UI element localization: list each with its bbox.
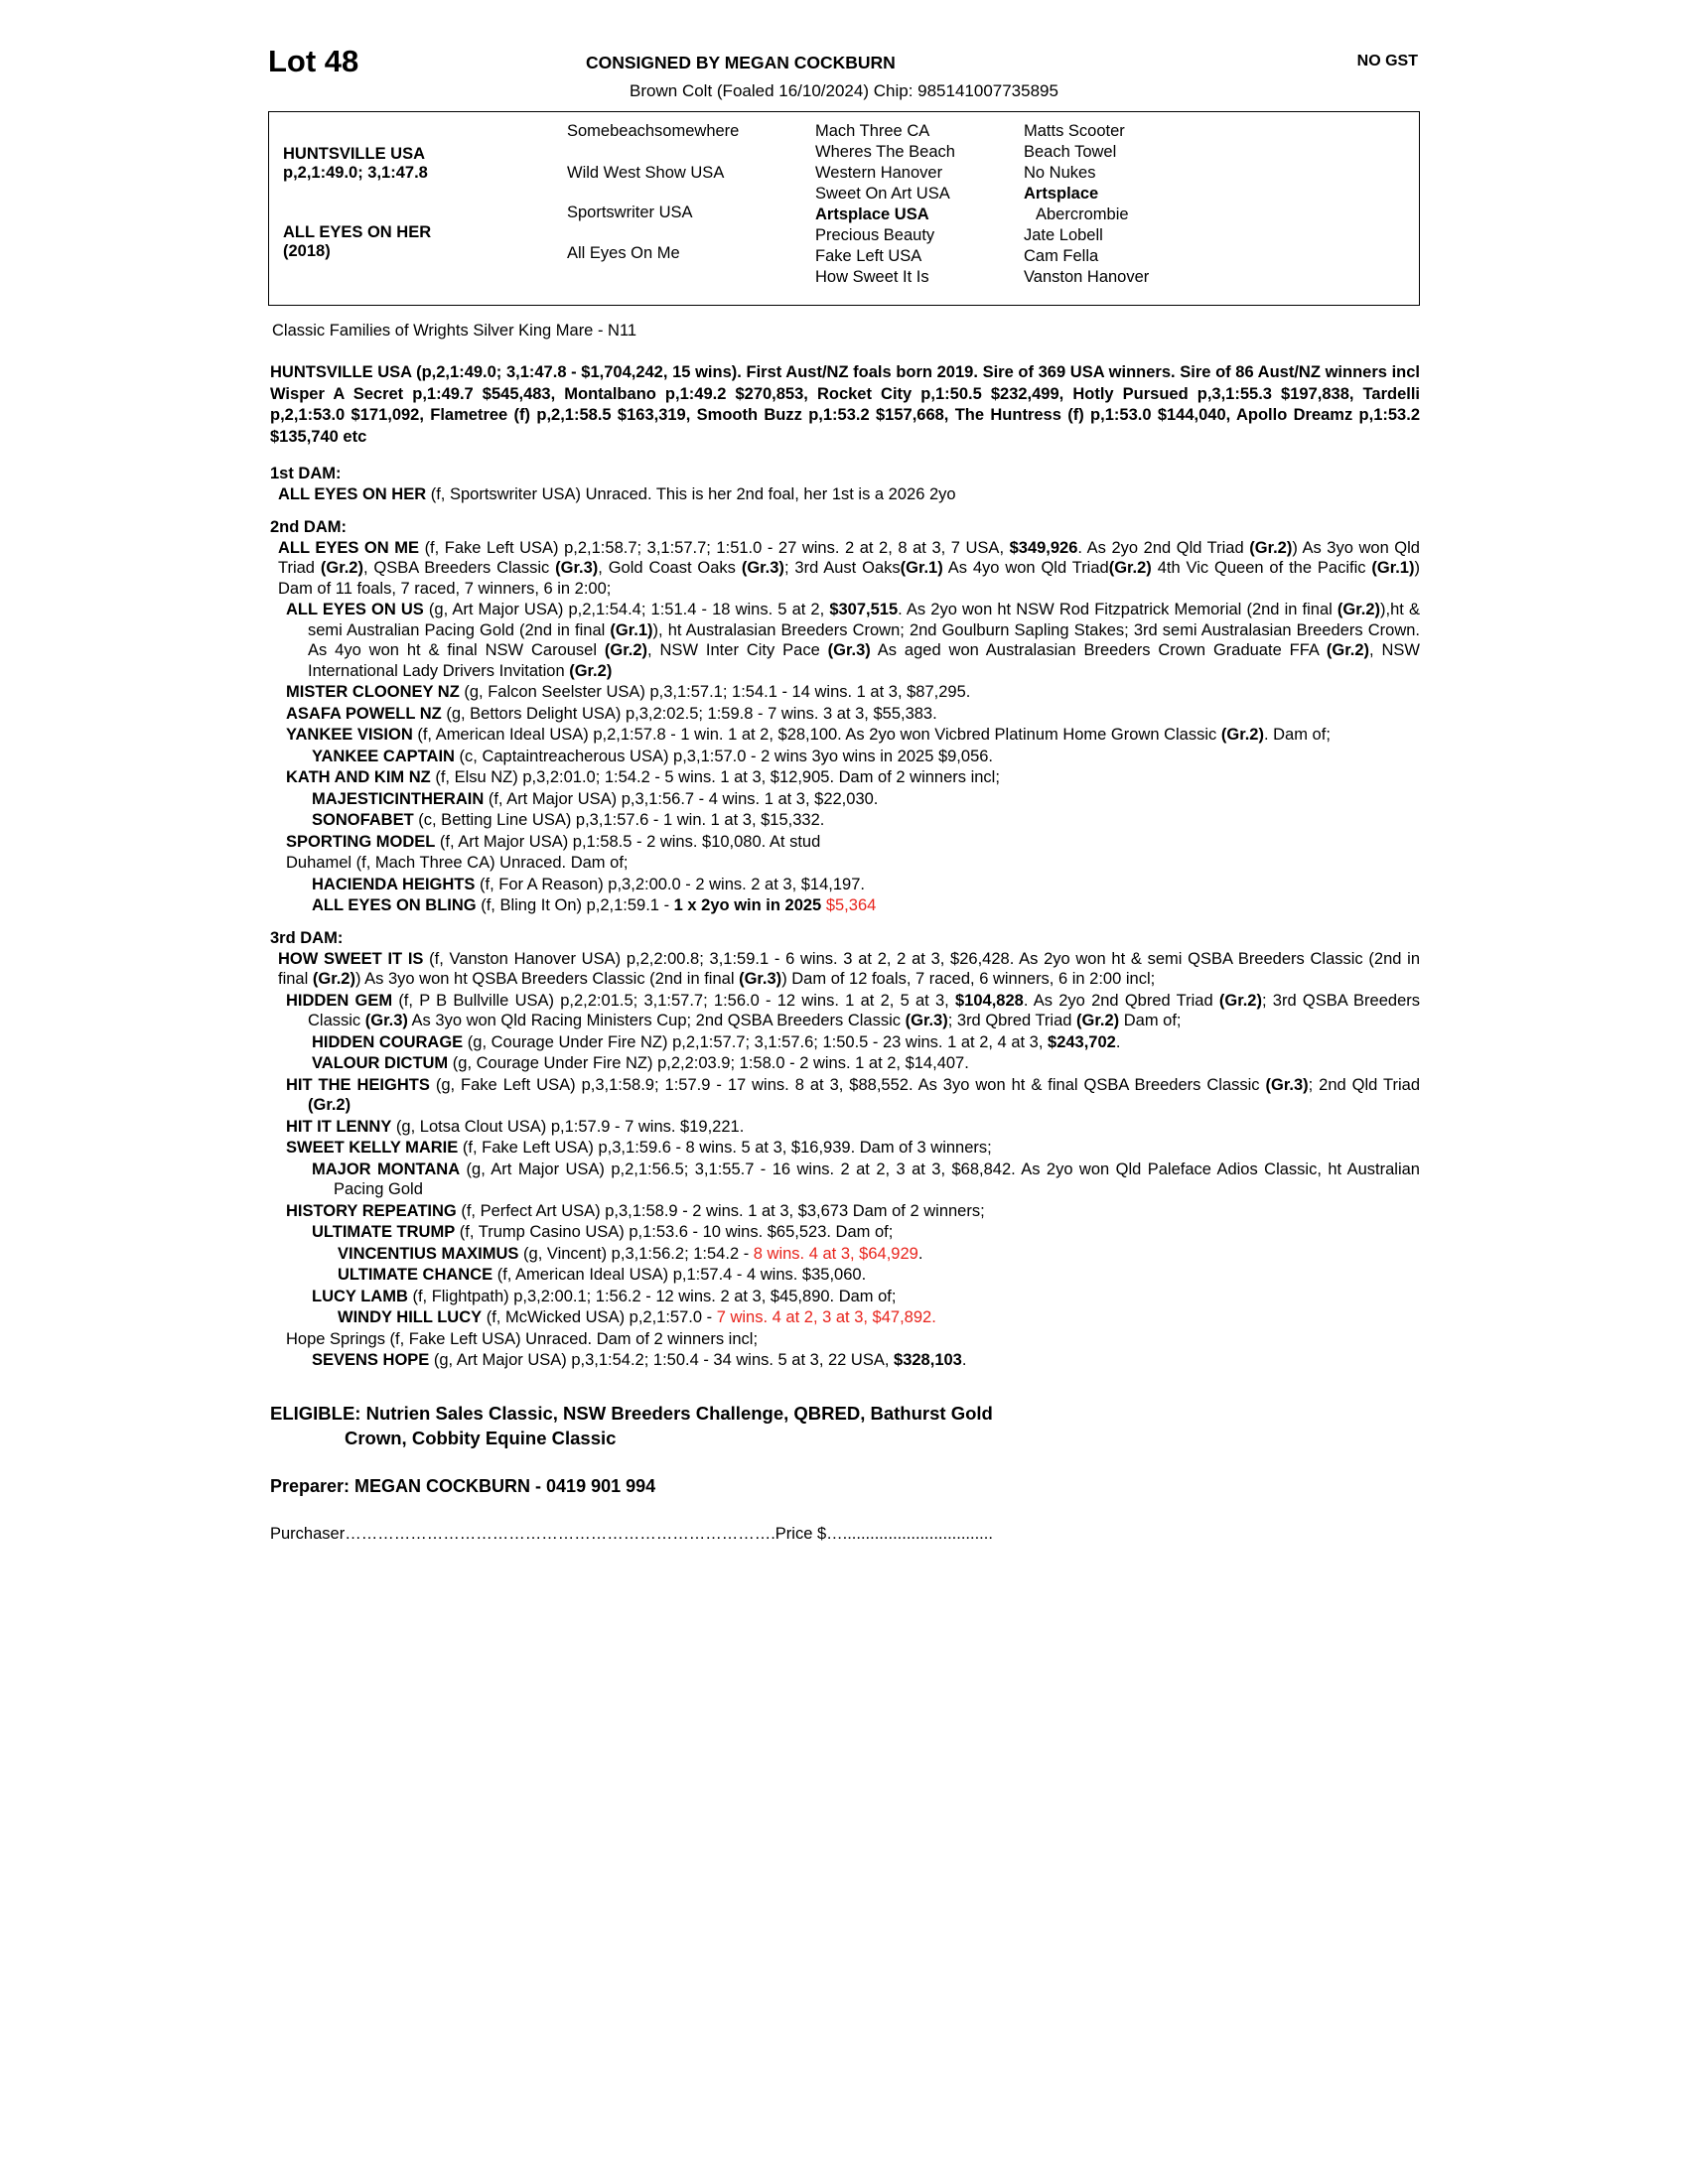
second-dam-entry: KATH AND KIM NZ (f, Elsu NZ) p,3,2:01.0; 1:54.2 - 5 wins. 1 at 3, $12,905. Dam of 2 winners incl; [286, 768, 1000, 786]
second-dam-entry: YANKEE CAPTAIN (c, Captaintreacherous USA) p,3,1:57.0 - 2 wins 3yo wins in 2025 $9,056. [312, 747, 994, 765]
third-dam-list [268, 949, 1420, 1371]
g4-2: Beach Towel [1024, 143, 1117, 161]
dam-name: ALL EYES ON HER [283, 223, 432, 241]
third-dam-entry: VINCENTIUS MAXIMUS (g, Vincent) p,3,1:56.2; 1:54.2 - 8 wins. 4 at 3, $64,929. [338, 1244, 923, 1263]
pedigree-box [268, 111, 1420, 306]
third-dam-entry: HISTORY REPEATING (f, Perfect Art USA) p,3,1:58.9 - 2 wins. 1 at 3, $3,673 Dam of 2 winners; [286, 1201, 985, 1220]
g3-1: Mach Three CA [815, 122, 930, 140]
second-dam-entry: Duhamel (f, Mach Three CA) Unraced. Dam of; [286, 854, 629, 872]
second-dam-list [268, 538, 1420, 916]
g4-3: No Nukes [1024, 164, 1096, 182]
preparer-line: Preparer: MEGAN COCKBURN - 0419 901 994 [270, 1475, 656, 1496]
g4-7: Cam Fella [1024, 247, 1099, 265]
consignor-line: CONSIGNED BY MEGAN COCKBURN [586, 53, 896, 72]
second-dam-entry: HACIENDA HEIGHTS (f, For A Reason) p,3,2:00.0 - 2 wins. 2 at 3, $14,197. [312, 875, 865, 893]
third-dam-entry: SEVENS HOPE (g, Art Major USA) p,3,1:54.2; 1:50.4 - 34 wins. 5 at 3, 22 USA, $328,103. [312, 1351, 967, 1369]
eligible-line-2: Crown, Cobbity Equine Classic [345, 1427, 617, 1448]
g4-4: Artsplace [1024, 185, 1099, 203]
third-dam-entry: VALOUR DICTUM (g, Courage Under Fire NZ) p,2,2:03.9; 1:58.0 - 2 wins. 1 at 2, $14,407. [312, 1054, 969, 1072]
lot-number: Lot 48 [268, 44, 359, 78]
third-dam-heading: 3rd DAM: [270, 928, 344, 947]
second-dam-entry: YANKEE VISION (f, American Ideal USA) p,2,1:57.8 - 1 win. 1 at 2, $28,100. As 2yo won Vicbred Platinum Home Grown Classic (Gr.2). Dam of; [286, 726, 1331, 744]
g3-3: Western Hanover [815, 164, 943, 182]
second-dam-heading: 2nd DAM: [270, 517, 347, 536]
third-dam-entry: WINDY HILL LUCY (f, McWicked USA) p,2,1:57.0 - 7 wins. 4 at 2, 3 at 3, $47,892. [338, 1308, 936, 1326]
purchaser-line: Purchaser…………………………………………………………………….Price $…................................. [270, 1524, 993, 1543]
family-line: Classic Families of Wrights Silver King Mare - N11 [272, 322, 637, 340]
third-dam-entry: HOW SWEET IT IS (f, Vanston Hanover USA) p,2,2:00.8; 3,1:59.1 - 6 wins. 3 at 2, 2 at 3, $26,428. As 2yo won ht & semi QSBA Breeders Classic (2nd in final (Gr.2)) As 3yo won ht QSBA Breeders Classic (2nd in final (Gr.3)) Dam of 12 foals, 7 raced, 6 winners, 6 in 2:00 incl; [278, 949, 1420, 988]
gst-note: NO GST [1356, 53, 1418, 69]
page-header [268, 44, 1420, 107]
third-dam-entry: HIDDEN GEM (f, P B Bullville USA) p,2,2:01.5; 3,1:57.7; 1:56.0 - 12 wins. 1 at 2, 5 at 3, $104,828. As 2yo 2nd Qbred Triad (Gr.2); 3rd QSBA Breeders Classic (Gr.3) As 3yo won Qld Racing Ministers Cup; 2nd QSBA Breeders Classic (Gr.3); 3rd Qbred Triad (Gr.2) Dam of; [286, 991, 1421, 1029]
third-dam-entry: Hope Springs (f, Fake Left USA) Unraced. Dam of 2 winners incl; [286, 1329, 759, 1348]
pedigree-col-great-grandparents [815, 112, 1014, 305]
first-dam-heading: 1st DAM: [270, 465, 342, 482]
pedigree-col-grandparents [567, 112, 810, 305]
dam-dam: All Eyes On Me [567, 244, 680, 262]
third-dam-entry: LUCY LAMB (f, Flightpath) p,3,2:00.1; 1:56.2 - 12 wins. 2 at 3, $45,890. Dam of; [312, 1287, 897, 1305]
second-dam-entry: ALL EYES ON ME (f, Fake Left USA) p,2,1:58.7; 3,1:57.7; 1:51.0 - 27 wins. 2 at 2, 8 at 3, 7 USA, $349,926. As 2yo 2nd Qld Triad (Gr.2)) As 3yo won Qld Triad (Gr.2), QSBA Breeders Classic (Gr.3), Gold Coast Oaks (Gr.3); 3rd Aust Oaks(Gr.1) As 4yo won Qld Triad(Gr.2) 4th Vic Queen of the Pacific (Gr.1)) Dam of 11 foals, 7 raced, 7 winners, 6 in 2:00; [278, 538, 1420, 598]
g4-8: Vanston Hanover [1024, 268, 1150, 286]
eligible-block [268, 1401, 1420, 1450]
third-dam-entry: SWEET KELLY MARIE (f, Fake Left USA) p,3,1:59.6 - 8 wins. 5 at 3, $16,939. Dam of 3 winners; [286, 1139, 992, 1157]
second-dam-entry: ASAFA POWELL NZ (g, Bettors Delight USA) p,3,2:02.5; 1:59.8 - 7 wins. 3 at 3, $55,383. [286, 704, 937, 723]
second-dam-entry: MISTER CLOONEY NZ (g, Falcon Seelster USA) p,3,1:57.1; 1:54.1 - 14 wins. 1 at 3, $87,295. [286, 683, 971, 701]
third-dam-entry: HIT IT LENNY (g, Lotsa Clout USA) p,1:57.9 - 7 wins. $19,221. [286, 1117, 745, 1136]
sire-name: HUNTSVILLE USA [283, 145, 426, 163]
animal-subtitle: Brown Colt (Foaled 16/10/2024) Chip: 985141007735895 [630, 81, 1058, 100]
second-dam-entry: ALL EYES ON US (g, Art Major USA) p,2,1:54.4; 1:51.4 - 18 wins. 5 at 2, $307,515. As 2yo won ht NSW Rod Fitzpatrick Memorial (2nd in final (Gr.2)),ht & semi Australian Pacing Gold (2nd in final (Gr.1)), ht Australasian Breeders Crown; 2nd Goulburn Sapling Stakes; 3rd semi Australasian Breeders Crown. As 4yo won ht & final NSW Carousel (Gr.2), NSW Inter City Pace (Gr.3) As aged won Australasian Breeders Crown Graduate FFA (Gr.2), NSW International Lady Drivers Invitation (Gr.2) [286, 601, 1420, 680]
second-dam-entry: MAJESTICINTHERAIN (f, Art Major USA) p,3,1:56.7 - 4 wins. 1 at 3, $22,030. [312, 789, 879, 808]
g4-1: Matts Scooter [1024, 122, 1125, 140]
sire-dam: Wild West Show USA [567, 164, 725, 182]
g3-2: Wheres The Beach [815, 143, 955, 161]
third-dam-entry: HIT THE HEIGHTS (g, Fake Left USA) p,3,1:58.9; 1:57.9 - 17 wins. 8 at 3, $88,552. As 3yo won ht & final QSBA Breeders Classic (Gr.3); 2nd Qld Triad (Gr.2) [286, 1075, 1420, 1114]
second-dam-entry: SONOFABET (c, Betting Line USA) p,3,1:57.6 - 1 win. 1 at 3, $15,332. [312, 811, 825, 829]
g3-8: How Sweet It Is [815, 268, 929, 286]
first-dam-entry: ALL EYES ON HER (f, Sportswriter USA) Unraced. This is her 2nd foal, her 1st is a 2026 2yo [278, 485, 956, 503]
g4-5: Abercrombie [1036, 205, 1129, 223]
dam-sire: Sportswriter USA [567, 204, 693, 221]
page-sheet [268, 44, 1420, 1544]
eligible-line-1: ELIGIBLE: Nutrien Sales Classic, NSW Breeders Challenge, QBRED, Bathurst Gold [270, 1402, 993, 1424]
second-dam-entry: SPORTING MODEL (f, Art Major USA) p,1:58.5 - 2 wins. $10,080. At stud [286, 832, 821, 851]
second-dam-entry: ALL EYES ON BLING (f, Bling It On) p,2,1:59.1 - 1 x 2yo win in 2025 $5,364 [312, 896, 877, 914]
g3-4: Sweet On Art USA [815, 185, 950, 203]
sire-record: p,2,1:49.0; 3,1:47.8 [283, 164, 428, 182]
pedigree-col-parents [283, 112, 556, 305]
third-dam-entry: ULTIMATE CHANCE (f, American Ideal USA) p,1:57.4 - 4 wins. $35,060. [338, 1266, 867, 1284]
g3-5: Artsplace USA [815, 205, 929, 223]
g3-7: Fake Left USA [815, 247, 922, 265]
sire-summary: HUNTSVILLE USA (p,2,1:49.0; 3,1:47.8 - $1,704,242, 15 wins). First Aust/NZ foals born 2019. Sire of 369 USA winners. Sire of 86 Aust/NZ winners incl Wisper A Secret p,1:49.7 $545,483, Montalbano p,1:49.2 $270,853, Rocket City p,1:50.5 $232,499, Hotly Pursued p,3,1:55.3 $197,838, Tardelli p,2,1:53.0 $171,092, Flametree (f) p,2,1:58.5 $163,319, Smooth Buzz p,1:53.2 $157,668, The Huntress (f) p,1:53.0 $144,040, Apollo Dreamz p,1:53.2 $135,740 etc [270, 363, 1420, 446]
sire-sire: Somebeachsomewhere [567, 122, 740, 140]
g3-6: Precious Beauty [815, 226, 935, 244]
third-dam-entry: MAJOR MONTANA (g, Art Major USA) p,2,1:56.5; 3,1:55.7 - 16 wins. 2 at 2, 3 at 3, $68,842. As 2yo won Qld Paleface Adios Classic, ht Australian Pacing Gold [312, 1160, 1420, 1198]
third-dam-entry: ULTIMATE TRUMP (f, Trump Casino USA) p,1:53.6 - 10 wins. $65,523. Dam of; [312, 1223, 894, 1241]
dam-year: (2018) [283, 242, 331, 260]
g4-6: Jate Lobell [1024, 226, 1103, 244]
pedigree-col-4th-gen [1024, 112, 1222, 305]
third-dam-entry: HIDDEN COURAGE (g, Courage Under Fire NZ) p,2,1:57.7; 3,1:57.6; 1:50.5 - 23 wins. 1 at 2, 4 at 3, $243,702. [312, 1032, 1121, 1051]
